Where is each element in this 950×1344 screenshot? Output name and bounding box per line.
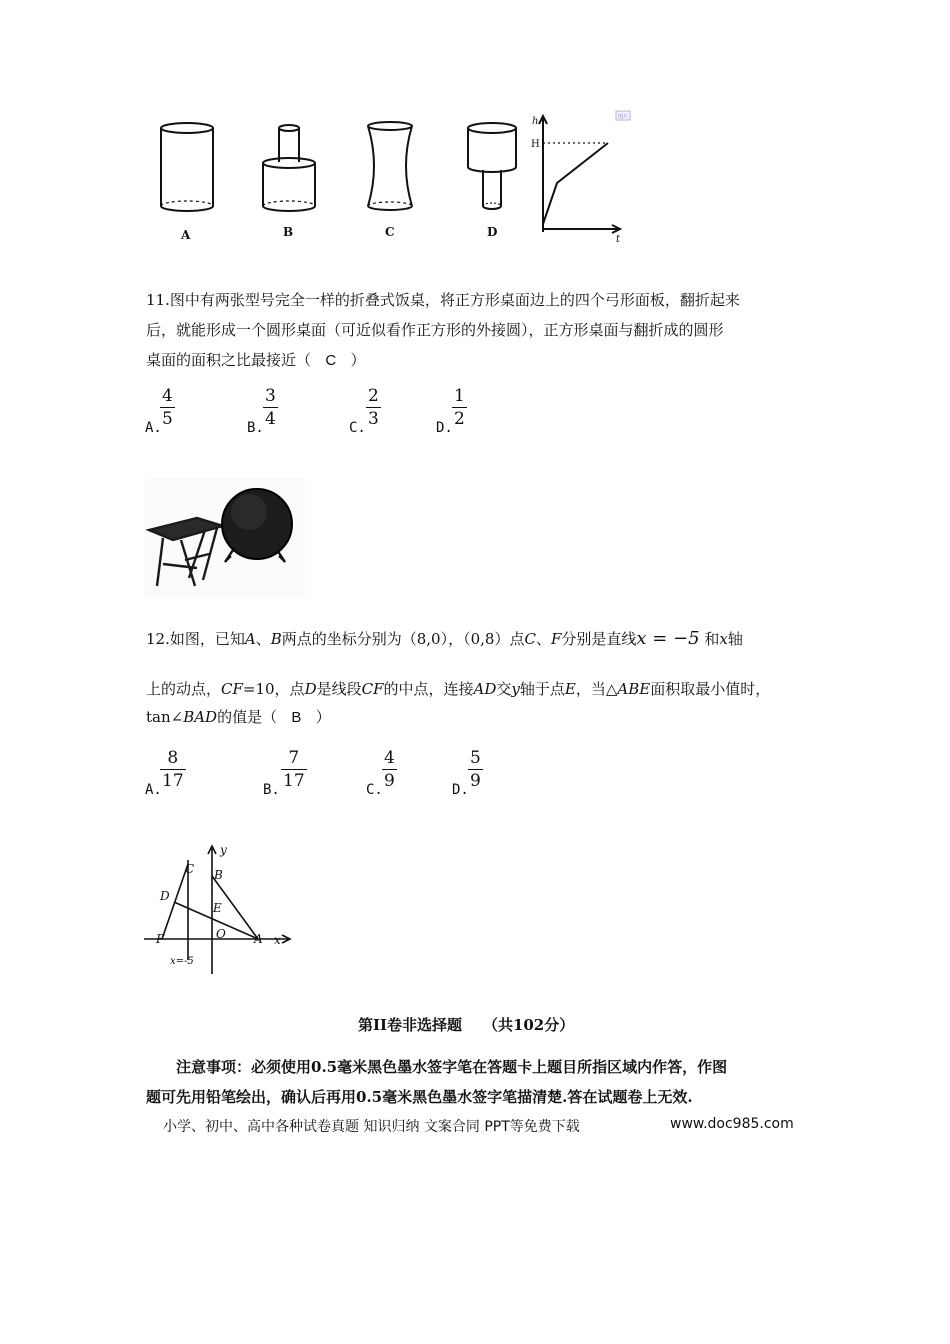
q11-option-a-label: A. — [145, 420, 162, 436]
q11-line3-pre: 桌面的面积之比最接近（ — [146, 351, 312, 369]
q12-l1-part-c: 两点的坐标分别为（8,0），（0,8）点 — [281, 630, 525, 648]
container-a — [161, 123, 213, 211]
q12-option-d-fraction — [468, 748, 483, 791]
q12-l2-part-c: 是线段 — [316, 680, 362, 698]
q12-l1-part-d: 、 — [535, 630, 551, 648]
q12-segment-ad: AD — [473, 680, 497, 698]
q11-option-d-den: 2 — [454, 409, 465, 429]
q12-l2-part-f: 轴于点 — [519, 680, 565, 698]
q12-option-c-fraction — [382, 748, 397, 791]
q12-l2-part-d: 的中点，连接 — [383, 680, 474, 698]
q12-option-c-den: 9 — [384, 771, 395, 791]
q12-l1-part-a: 12.如图，已知 — [146, 630, 245, 648]
q12-option-a-label: A. — [145, 782, 162, 798]
q12-line2 — [146, 674, 836, 704]
fig-line-label: x=-5 — [170, 956, 194, 967]
fig-o-label: O — [216, 927, 226, 941]
q12-option-d-label: D. — [452, 782, 469, 798]
q12-l1-part-g: 轴 — [727, 630, 743, 648]
notice-line2: 题可先用铅笔绘出，确认后再用0.5毫米黑色墨水签字笔描清楚.答在试题卷上无效. — [146, 1088, 693, 1106]
fig-y-label: y — [220, 843, 227, 857]
q12-point-b: B — [270, 630, 282, 648]
container-b — [263, 125, 315, 211]
q11-option-b-fraction — [263, 386, 278, 429]
q11-option-c-num: 2 — [368, 386, 379, 406]
section-2-title — [358, 1014, 574, 1035]
q12-l2-part-b: =10，点 — [242, 680, 305, 698]
fig-c-label: C — [185, 862, 195, 876]
q11-line3 — [146, 345, 826, 376]
q11-option-b-num: 3 — [265, 386, 276, 406]
q12-l1-part-e: 分别是直线 — [561, 630, 637, 648]
graph-t-label: t — [616, 234, 621, 245]
footer-left: 小学、初中、高中各种试卷真题 知识归纳 文案合同 PPT等免费下载 — [163, 1119, 580, 1135]
q12-triangle-abe: ABE — [617, 680, 651, 698]
q11-option-a-den: 5 — [162, 409, 173, 429]
q12-point-d: D — [304, 680, 317, 698]
q11-option-c-den: 3 — [368, 409, 379, 429]
fig-e-label: E — [213, 901, 222, 915]
q12-option-b-label: B. — [263, 782, 280, 798]
q12-option-c-num: 4 — [384, 748, 395, 768]
fig-x-label: x — [274, 933, 281, 947]
q11-option-c-fraction — [366, 386, 381, 429]
q11-line3-post: ） — [350, 351, 366, 369]
q12-l2-part-e: 交 — [496, 680, 512, 698]
q12-line1 — [146, 624, 826, 654]
q11-option-b-label: B. — [247, 420, 264, 436]
q12-y-axis-name: y — [511, 680, 520, 698]
q11-option-d-fraction — [452, 386, 467, 429]
container-d — [468, 123, 516, 209]
q11-answer: C — [325, 352, 337, 369]
q12-option-d-num: 5 — [470, 748, 481, 768]
container-a-label: A — [181, 228, 191, 242]
folding-table-photo — [145, 478, 305, 598]
q11-line2: 后，就能形成一个圆形桌面（可近似看作正方形的外接圆），正方形桌面与翻折成的圆形 — [146, 321, 724, 339]
section-2-score: （共102分） — [482, 1016, 575, 1034]
fig-f-label: F — [156, 932, 165, 946]
q12-l2-part-h: 面积取最小值时， — [650, 680, 771, 698]
container-c — [368, 122, 412, 210]
q12-answer: B — [291, 709, 302, 726]
q12-point-c: C — [524, 630, 536, 648]
q12-option-a-den: 17 — [162, 771, 184, 791]
container-b-label: B — [283, 225, 294, 239]
svg-text:图片: 图片 — [618, 114, 629, 120]
graph-h-label: h — [532, 116, 539, 127]
q12-l1-part-f: 和 — [704, 630, 720, 648]
fig-a-label: A — [254, 932, 263, 946]
q11-option-a-num: 4 — [162, 386, 173, 406]
q12-point-f: F — [550, 630, 562, 648]
footer-right-link[interactable]: www.doc985.com — [670, 1116, 794, 1132]
fig-d-label: D — [160, 889, 170, 903]
q12-segment-cf-2: CF — [361, 680, 384, 698]
container-d-label: D — [487, 225, 498, 239]
q11-text — [146, 285, 826, 376]
q12-option-c-label: C. — [366, 782, 383, 798]
q11-line1: 11.图中有两张型号完全一样的折叠式饭桌，将正方形桌面边上的四个弓形面板，翻折起来 — [146, 291, 740, 309]
q12-coordinate-figure — [140, 842, 300, 974]
q12-l3-part-a: tan∠ — [146, 708, 184, 726]
containers-figure — [140, 110, 640, 250]
q11-option-c-label: C. — [349, 420, 366, 436]
image-stamp — [616, 111, 630, 120]
q12-option-b-den: 17 — [283, 771, 305, 791]
q12-option-a-num: 8 — [167, 748, 179, 768]
fig-b-label: B — [214, 868, 223, 882]
q12-option-b-num: 7 — [288, 748, 300, 768]
q12-l1-part-b: 、 — [255, 630, 271, 648]
q12-option-a-fraction — [160, 748, 186, 791]
q12-equation: x = −5 — [636, 628, 700, 649]
q12-l2-part-a: 上的动点， — [146, 680, 222, 698]
container-c-label: C — [385, 225, 395, 239]
q12-x-axis-name: x — [719, 630, 728, 648]
q11-option-d-label: D. — [436, 420, 453, 436]
q12-l3-part-c: ） — [315, 708, 331, 726]
q12-point-e: E — [564, 680, 576, 698]
q12-l2-part-g: ，当△ — [575, 680, 618, 698]
q11-option-a-fraction — [160, 386, 175, 429]
q11-option-b-den: 4 — [265, 409, 276, 429]
q12-point-a: A — [244, 630, 256, 648]
height-time-graph — [539, 116, 620, 233]
q11-option-d-num: 1 — [454, 386, 465, 406]
q12-option-d-den: 9 — [470, 771, 481, 791]
section-2-title-text: 第II卷非选择题 — [358, 1016, 463, 1034]
q12-line3 — [146, 702, 826, 733]
q12-angle-bad: BAD — [183, 708, 218, 726]
q12-option-b-fraction — [281, 748, 307, 791]
q12-l3-part-b: 的值是（ — [217, 708, 278, 726]
q12-segment-cf: CF — [221, 680, 243, 698]
graph-level-label: H — [531, 139, 540, 150]
notice-line1: 注意事项：必须使用0.5毫米黑色墨水签字笔在答题卡上题目所指区域内作答，作图 — [176, 1058, 728, 1076]
notice-block — [146, 1052, 846, 1112]
